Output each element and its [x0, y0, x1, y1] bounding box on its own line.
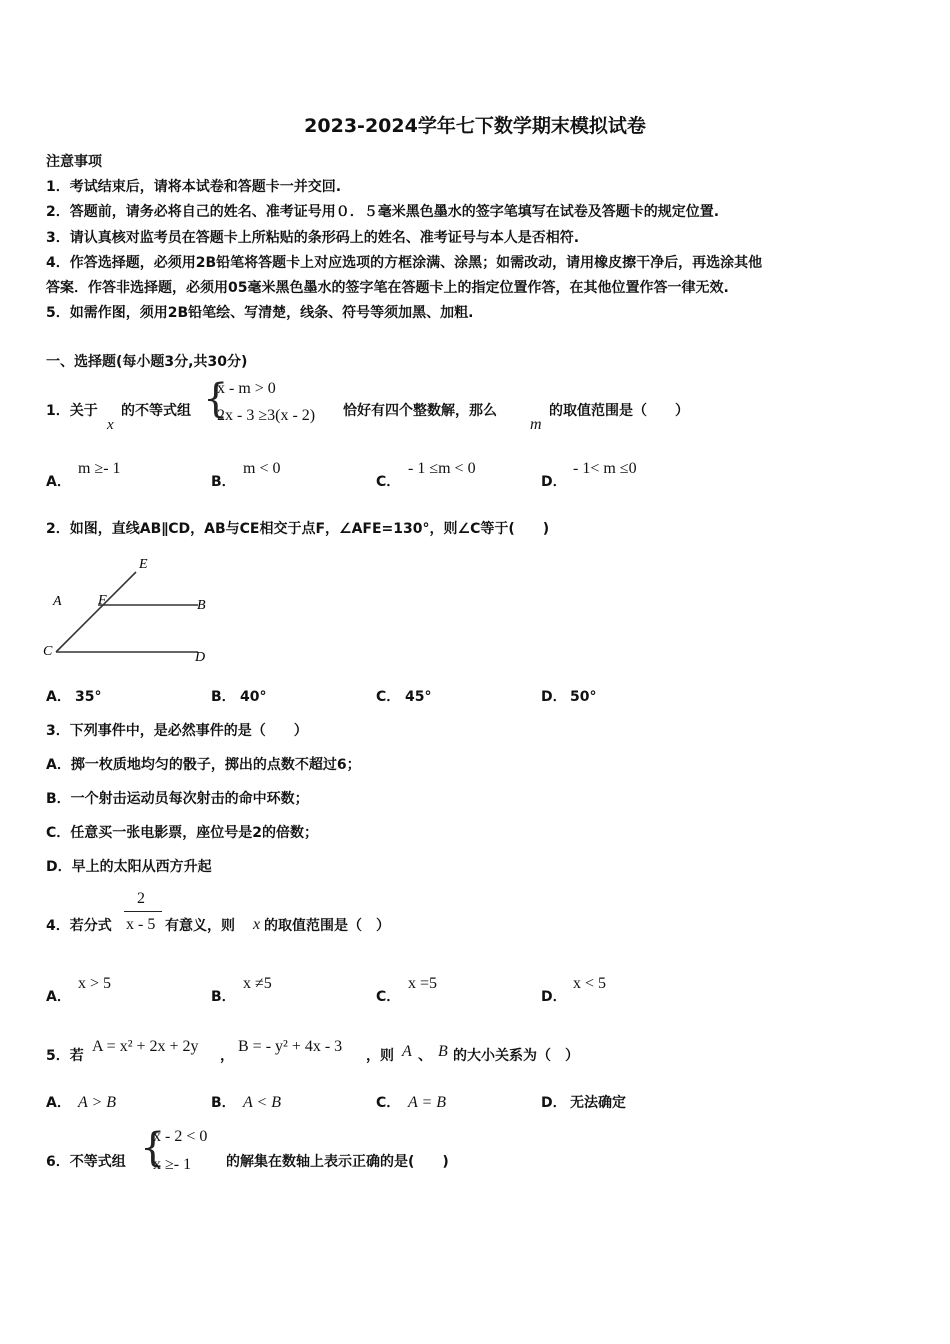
- q5-option-label: C．: [376, 1095, 401, 1111]
- q3-option: A．掷一枚质地均匀的骰子，掷出的点数不超过6；: [46, 757, 361, 773]
- q5-prefix: 5．若: [46, 1048, 84, 1064]
- q4-option-math: x =5: [408, 975, 438, 992]
- q5-option-label: B．: [211, 1095, 236, 1111]
- q4-prefix: 4．若分式: [46, 918, 112, 934]
- q4-option-label: A．: [46, 989, 71, 1005]
- q4-fraction-bar: [124, 911, 162, 912]
- q4-option-label: D．: [541, 989, 567, 1005]
- label-b: B: [197, 598, 206, 613]
- q5-expr-b: B = - y² + 4x - 3: [238, 1038, 343, 1055]
- q1-brace: {: [203, 376, 229, 422]
- q1-suffix: 的取值范围是（ ）: [549, 403, 689, 419]
- line-ce: [56, 572, 136, 652]
- q1-option-math: m < 0: [243, 460, 281, 477]
- q5-option-math: A > B: [78, 1094, 117, 1111]
- q4-option-math: x < 5: [573, 975, 607, 992]
- q1-option-label: A．: [46, 474, 71, 490]
- notice-item: 5．如需作图，须用2B铅笔绘、写清楚，线条、符号等须加黑、加粗.: [46, 305, 474, 321]
- q5-dun: 、: [418, 1048, 432, 1064]
- q1-option-math: - 1< m ≤0: [573, 460, 637, 477]
- notice-item: 4．作答选择题，必须用2B铅笔将答题卡上对应选项的方框涂满、涂黑；如需改动，请用橡皮擦干净后，再选涂其他: [46, 255, 763, 271]
- q3-text: 3．下列事件中，是必然事件的是（ ）: [46, 723, 308, 739]
- notice-heading: 注意事项: [46, 154, 102, 170]
- q5-mid: ，则: [366, 1048, 394, 1064]
- q4-var-x: x: [253, 916, 261, 933]
- section-heading: 一、选择题(每小题3分,共30分): [46, 354, 248, 370]
- q2-figure: [40, 552, 220, 672]
- q2-option-label: D．: [541, 689, 567, 705]
- q5-expr-a: A = x² + 2x + 2y: [92, 1038, 199, 1055]
- label-e: E: [139, 557, 148, 572]
- q2-option-value: 35°: [75, 689, 102, 705]
- q5-option-math: A = B: [408, 1094, 447, 1111]
- q5-option-math: A < B: [243, 1094, 282, 1111]
- q1-mid2: 恰好有四个整数解，那么: [343, 403, 497, 419]
- q2-option-value: 40°: [240, 689, 267, 705]
- q5-var-b: B: [438, 1043, 448, 1060]
- label-d: D: [195, 650, 206, 665]
- q1-option-math: - 1 ≤m < 0: [408, 460, 476, 477]
- notice-item: 1．考试结束后，请将本试卷和答题卡一并交回.: [46, 179, 342, 195]
- q4-denominator: x - 5: [126, 916, 156, 933]
- q4-option-math: x > 5: [78, 975, 112, 992]
- q5-suffix: 的大小关系为（ ）: [453, 1048, 579, 1064]
- q1-option-label: B．: [211, 474, 236, 490]
- q4-suffix: 的取值范围是（ ）: [264, 918, 390, 934]
- q3-option: B．一个射击运动员每次射击的命中环数；: [46, 791, 309, 807]
- q2-option-value: 45°: [405, 689, 432, 705]
- q1-line1: x - m > 0: [217, 380, 276, 397]
- q4-numerator: 2: [137, 890, 145, 907]
- q3-option: C．任意买一张电影票，座位号是2的倍数；: [46, 825, 319, 841]
- q4-mid: 有意义，则: [165, 918, 235, 934]
- q3-option: D．早上的太阳从西方升起: [46, 859, 212, 875]
- notice-item: 3．请认真核对监考员在答题卡上所粘贴的条形码上的姓名、准考证号与本人是否相符.: [46, 230, 580, 246]
- q1-prefix: 1．关于: [46, 403, 98, 419]
- q6-line1: x - 2 < 0: [153, 1128, 208, 1145]
- q4-option-label: C．: [376, 989, 401, 1005]
- q6-line2: x ≥- 1: [153, 1156, 192, 1173]
- q5-option-label: A．: [46, 1095, 71, 1111]
- q2-option-label: A．: [46, 689, 71, 705]
- q5-var-a: A: [402, 1043, 412, 1060]
- q1-mid: 的不等式组: [121, 403, 191, 419]
- q2-option-label: B．: [211, 689, 236, 705]
- q1-option-label: D．: [541, 474, 567, 490]
- q1-option-math: m ≥- 1: [78, 460, 121, 477]
- q2-text: 2．如图，直线AB∥CD，AB与CE相交于点F，∠AFE=130°，则∠C等于( ): [46, 521, 550, 537]
- label-f: F: [98, 593, 107, 608]
- notice-item: 答案．作答非选择题，必须用05毫米黑色墨水的签字笔在答题卡上的指定位置作答，在其他位置作答一律无效.: [46, 280, 729, 296]
- label-c: C: [43, 644, 53, 659]
- q5-sep: ，: [220, 1048, 234, 1064]
- notice-item: 2．答题前，请务必将自己的姓名、准考证号用０．５毫米黑色墨水的签字笔填写在试卷及答题卡的规定位置.: [46, 204, 720, 220]
- q5-option-text: 无法确定: [570, 1095, 626, 1111]
- q6-brace: {: [140, 1125, 166, 1171]
- q2-option-value: 50°: [570, 689, 597, 705]
- q1-line2: 2x - 3 ≥3(x - 2): [217, 407, 316, 424]
- label-a: A: [53, 594, 62, 609]
- q1-var-x: x: [107, 417, 114, 433]
- q6-suffix: 的解集在数轴上表示正确的是( ): [226, 1154, 449, 1170]
- q4-option-label: B．: [211, 989, 236, 1005]
- q4-option-math: x ≠5: [243, 975, 272, 992]
- q6-prefix: 6．不等式组: [46, 1154, 126, 1170]
- q5-option-label: D．: [541, 1095, 567, 1111]
- q2-option-label: C．: [376, 689, 401, 705]
- page-title: 2023-2024学年七下数学期末模拟试卷: [304, 115, 646, 137]
- q1-option-label: C．: [376, 474, 401, 490]
- q1-var-m: m: [530, 416, 542, 433]
